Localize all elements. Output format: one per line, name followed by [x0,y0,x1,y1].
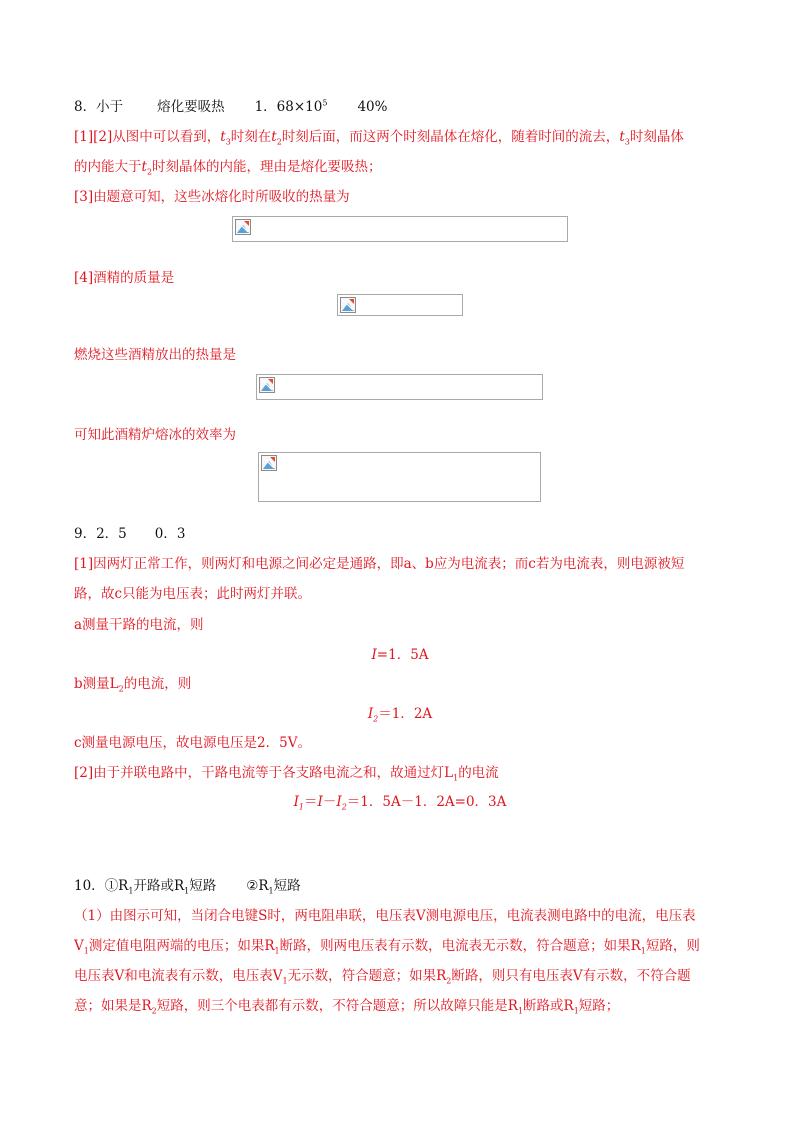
formula-image-alcohol-mass [337,294,463,316]
q9-answer-1: 2．5 [96,526,127,542]
q9-text: 的电流 [458,765,499,781]
formula-image-heat-absorbed [232,216,568,242]
q8-answer-line [74,97,387,117]
q8-var-t: t [271,129,277,145]
q8-text: 时刻后面，而这两个时刻晶体在熔化，随着时间的流去， [281,129,620,145]
q10-sub: 1 [268,886,274,896]
q8-para-4: [4]酒精的质量是 [74,270,175,286]
q10-text: 电压表V和电流表有示数，电压表V [74,968,283,984]
q9-text: 的电流，则 [123,676,192,692]
q10-text: 测定值电阻两端的电压；如果R [88,938,275,954]
q9-sub: 2 [118,684,124,694]
q8-var-t: t [619,129,625,145]
q10-answer-1: 开路或R [133,878,185,894]
q10-text: 短路，则三个电表都有示数，不符合题意；所以故障只能是R [156,998,518,1014]
q10-text: 无示数，符合题意；如果R [287,968,447,984]
q9-equation-2 [0,704,800,724]
eq-sub: 2 [341,802,347,812]
q8-text: 时刻晶体 [629,129,684,145]
eq-text: ＝1．2A [378,706,433,722]
q9-number: 9． [74,526,97,542]
eq-text: ＝ [304,794,318,810]
q10-para-4 [74,996,619,1016]
eq-sub: 1 [298,802,305,812]
q10-sub: 1 [517,1006,524,1016]
q10-answer-2: ②R [246,878,269,894]
q9-answer-line [74,524,185,544]
q9-answer-2: 0．3 [154,526,186,542]
q8-answer-3: 1．68×10 [254,99,323,115]
broken-image-icon [235,219,251,235]
q8-answer-1: 小于 [96,99,124,115]
q10-para-3 [74,966,691,986]
q10-answer-2: 短路 [273,878,301,894]
q10-text: 断路，则两电压表有示数，电流表无示数，符合题意；如果R [279,938,641,954]
q8-text: 时刻在 [230,129,272,145]
eq-var: I [371,647,377,663]
q8-text: 时刻晶体的内能，理由是熔化要吸热； [152,159,382,175]
q8-text: 的内能大于 [74,159,142,175]
q8-sub: 3 [225,137,231,147]
q9-para-1: [1]因两灯正常工作，则两灯和电源之间必定是通路，即a、b应为电流表；而c若为电流表，则电源被短 [74,556,685,572]
eq-var: I [336,794,342,810]
q10-para-2 [74,936,700,956]
q9-para-3: a测量干路的电流，则 [74,617,204,633]
q8-answer-2: 熔化要吸热 [157,99,225,115]
q10-answer-1: ①R [104,878,129,894]
q10-text: V [74,938,84,954]
q9-para-5: c测量电源电压，故电源电压是2．5V。 [74,735,311,751]
q10-text: 断路或R [523,998,574,1014]
q10-para-1: （1）由图示可知，当闭合电键S时，两电阻串联，电压表V测电源电压，电流表测电路中的电流，电压表 [74,908,696,924]
q8-para-2 [74,157,382,177]
q10-text: 短路，则 [645,938,700,954]
eq-text: ＝1．5A－1．2A=0．3A [346,794,507,810]
q8-number: 8． [74,99,97,115]
q10-sub: 1 [128,886,134,896]
q8-answer-4: 40% [357,99,388,115]
eq-var: I [317,794,323,810]
q8-var-t: t [220,129,226,145]
broken-image-icon [340,297,356,313]
q9-para-6 [74,763,499,783]
eq-var: I [293,794,299,810]
q9-sub: 1 [453,773,459,783]
q9-equation-1 [0,645,800,665]
q10-number: 10． [74,878,105,894]
q10-text: 意；如果是R [74,998,152,1014]
q10-sub: 2 [151,1006,157,1016]
q8-para-3: [3]由题意可知，这些冰熔化时所吸收的热量为 [74,189,350,205]
q8-para-1 [74,127,684,147]
q10-sub: 1 [573,1006,579,1016]
q10-sub: 2 [446,976,452,986]
q8-sub: 3 [624,137,630,147]
q10-answer-line [74,876,301,896]
q9-equation-3 [0,792,800,812]
eq-text: =1．5A [376,647,429,663]
q10-sub: 1 [282,976,288,986]
formula-image-efficiency [258,452,541,502]
q9-text: b测量L [74,676,119,692]
formula-image-heat-released [256,374,543,400]
q10-text: 断路，则只有电压表V有示数，不符合题 [451,968,691,984]
q8-var-t: t [141,159,147,175]
q9-text: [2]由于并联电路中，干路电流等于各支路电流之和，故通过灯L [74,765,454,781]
q8-sub: 2 [146,167,153,177]
q8-para-5: 燃烧这些酒精放出的热量是 [74,347,236,363]
q9-para-4 [74,674,191,694]
q10-answer-1: 短路 [189,878,217,894]
q10-sub: 1 [83,946,89,956]
eq-var: I [367,706,374,722]
broken-image-icon [261,455,277,471]
q8-answer-3-exponent: 5 [322,98,328,108]
q10-sub: 1 [274,946,280,956]
broken-image-icon [259,377,275,393]
q8-para-6: 可知此酒精炉熔冰的效率为 [74,427,236,443]
q10-sub: 1 [184,886,190,896]
q10-text: 短路； [578,998,620,1014]
q8-sub: 2 [276,137,282,147]
q9-para-2: 路，故c只能为电压表；此时两灯并联。 [74,586,312,602]
eq-sub: 2 [373,714,379,724]
q10-sub: 1 [640,946,646,956]
q8-text: [1][2]从图中可以看到， [74,129,221,145]
eq-text: － [322,794,337,810]
